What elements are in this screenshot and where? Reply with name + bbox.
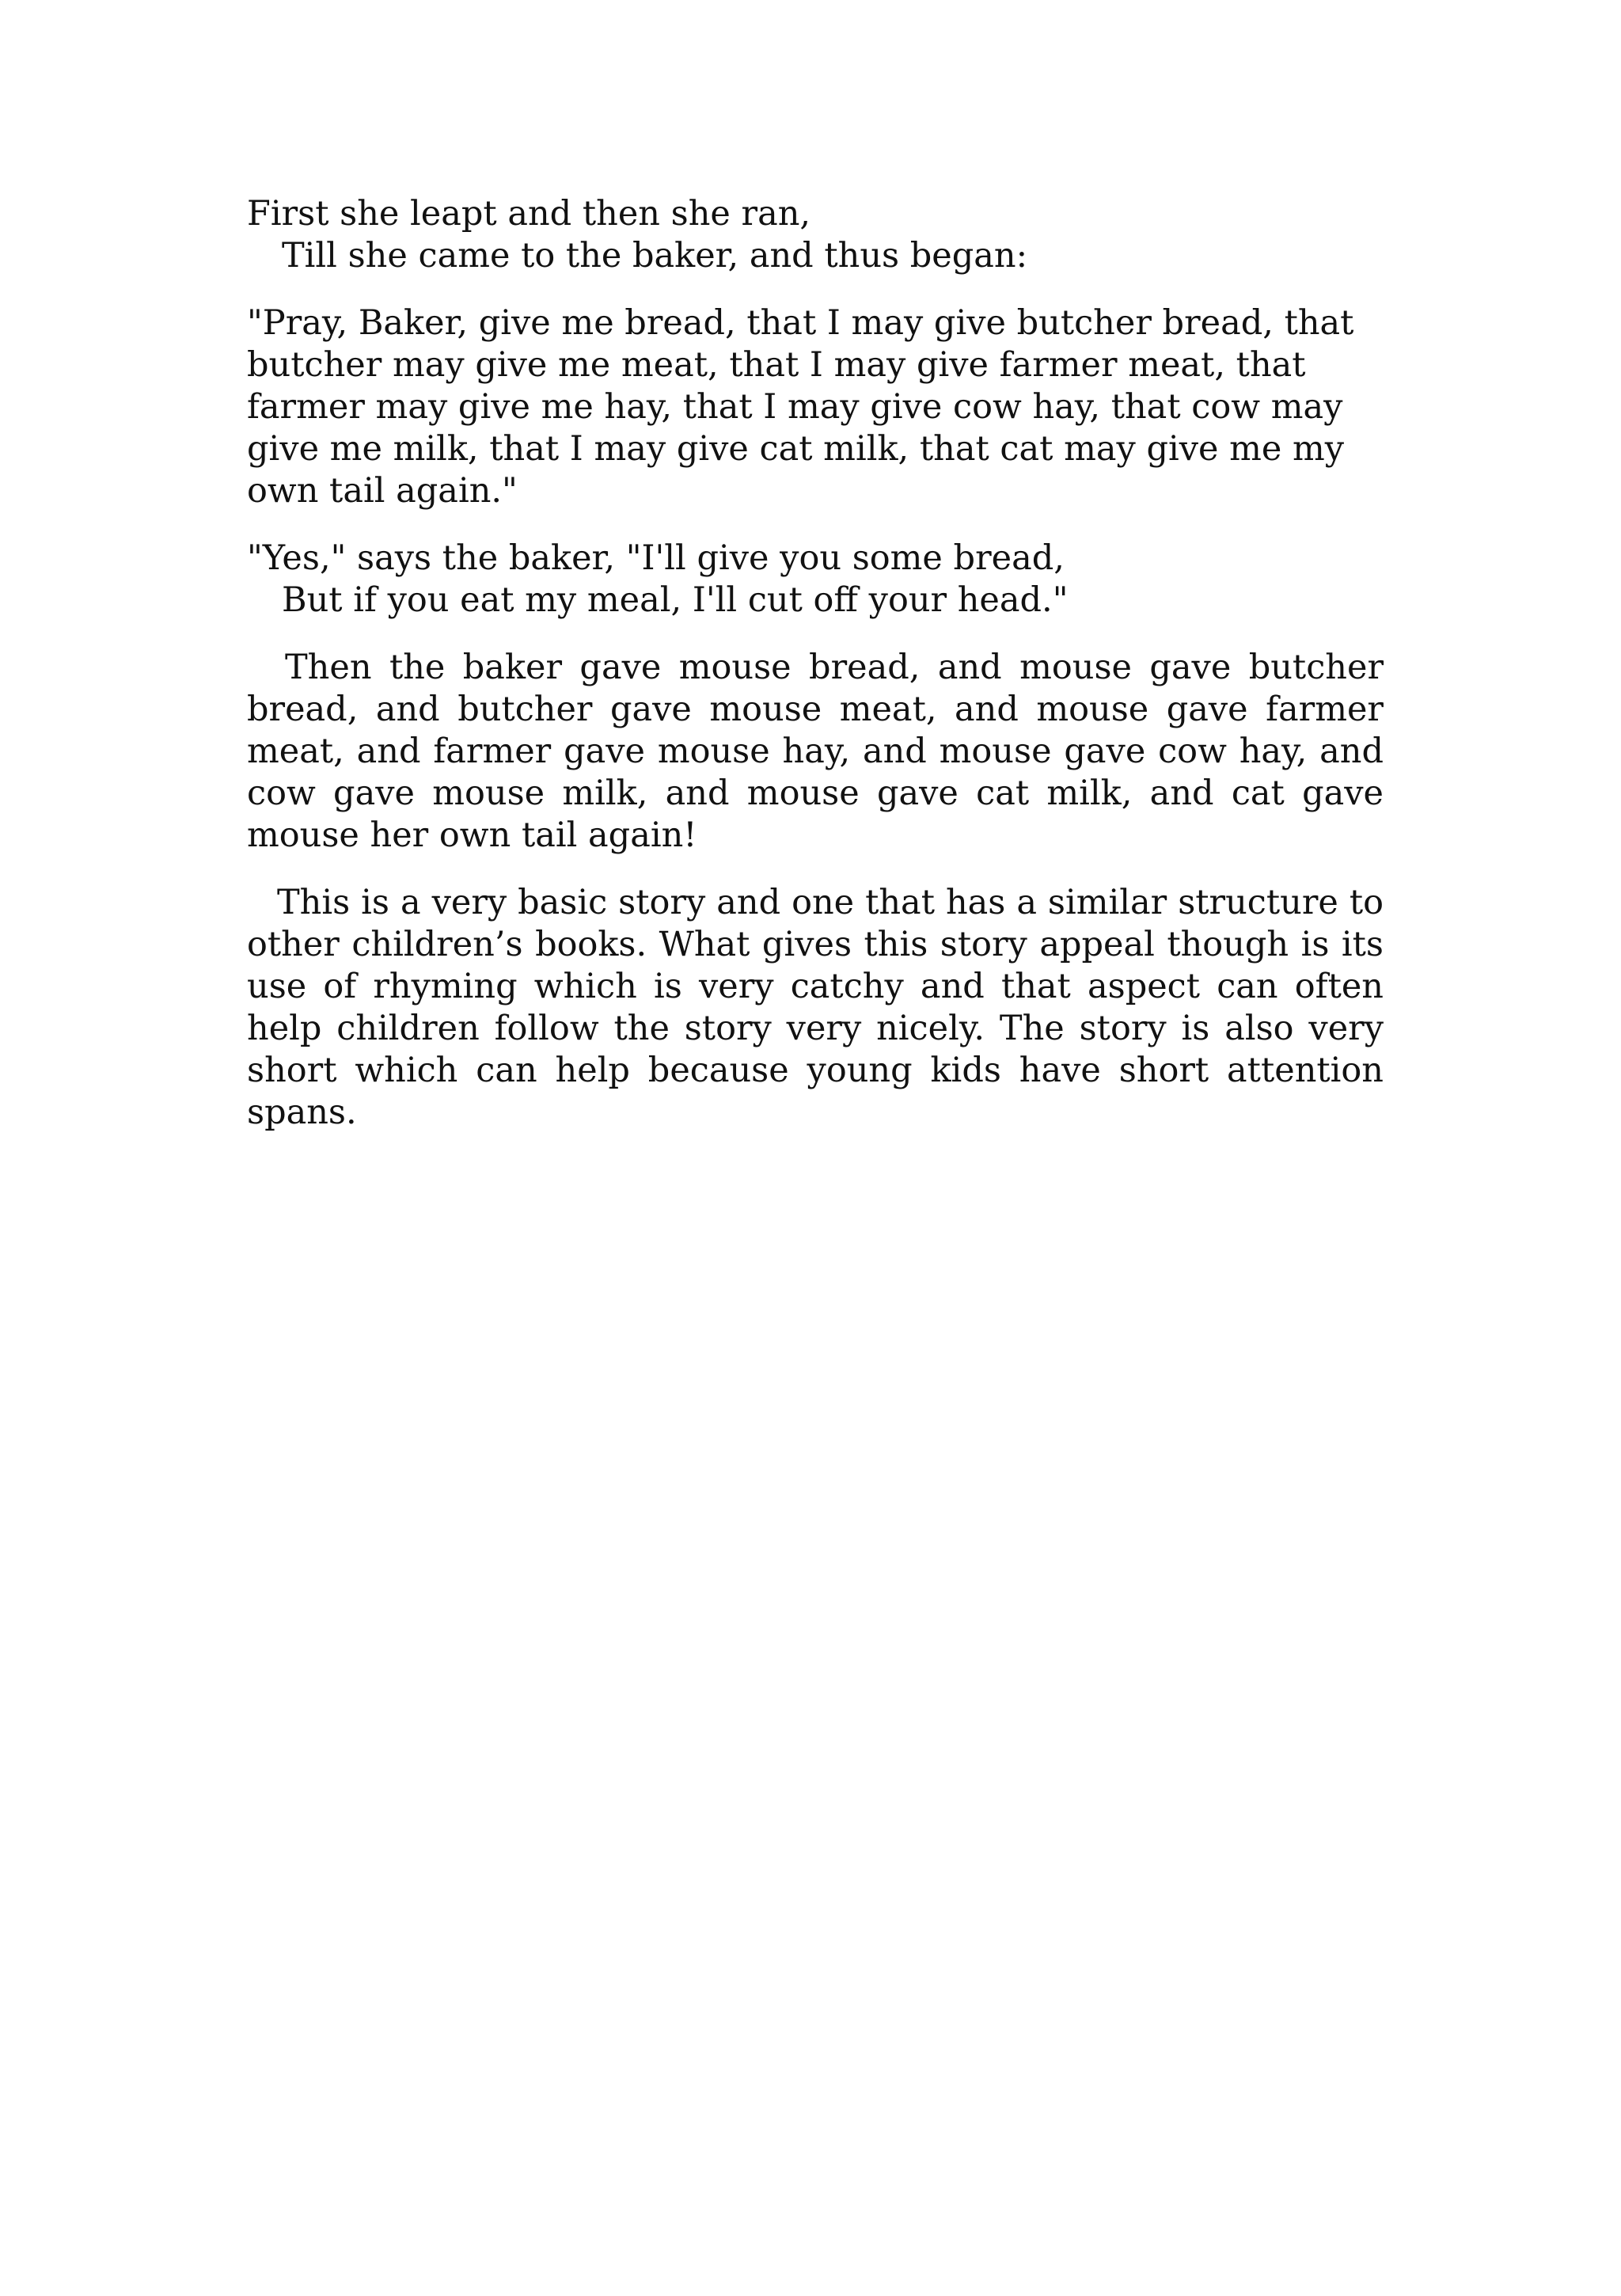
- verse-line: "Yes," says the baker, "I'll give you some bread,: [247, 538, 1065, 578]
- resolution-paragraph: Then the baker gave mouse bread, and mouse gave butcher bread, and butcher gave mouse meat, and mouse gave farmer meat, and farmer gave mouse hay, and mouse gave cow hay, and cow gave mouse milk, and mouse gave cat milk, and cat gave mouse her own tail again!: [247, 648, 1384, 855]
- verse-stanza-2: [247, 538, 1384, 622]
- verse-line: Till she came to the baker, and thus began:: [282, 236, 1028, 276]
- commentary-paragraph: This is a very basic story and one that has a similar structure to other children’s books. What gives this story appeal though is its use of rhyming which is very catchy and that aspect can often help children follow the story very nicely. The story is also very short which can help because young kids have short attention spans.: [247, 883, 1384, 1132]
- verse-line: First she leapt and then she ran,: [247, 194, 811, 234]
- verse-line: But if you eat my meal, I'll cut off your head.": [282, 580, 1069, 620]
- verse-stanza-1: [247, 193, 1384, 277]
- plea-paragraph: "Pray, Baker, give me bread, that I may give butcher bread, that butcher may give me meat, that I may give farmer meat, that farmer may give me hay, that I may give cow hay, that cow may give me milk, that I may give cat milk, that cat may give me my own tail again.": [247, 303, 1354, 511]
- document-body: [247, 193, 1384, 1159]
